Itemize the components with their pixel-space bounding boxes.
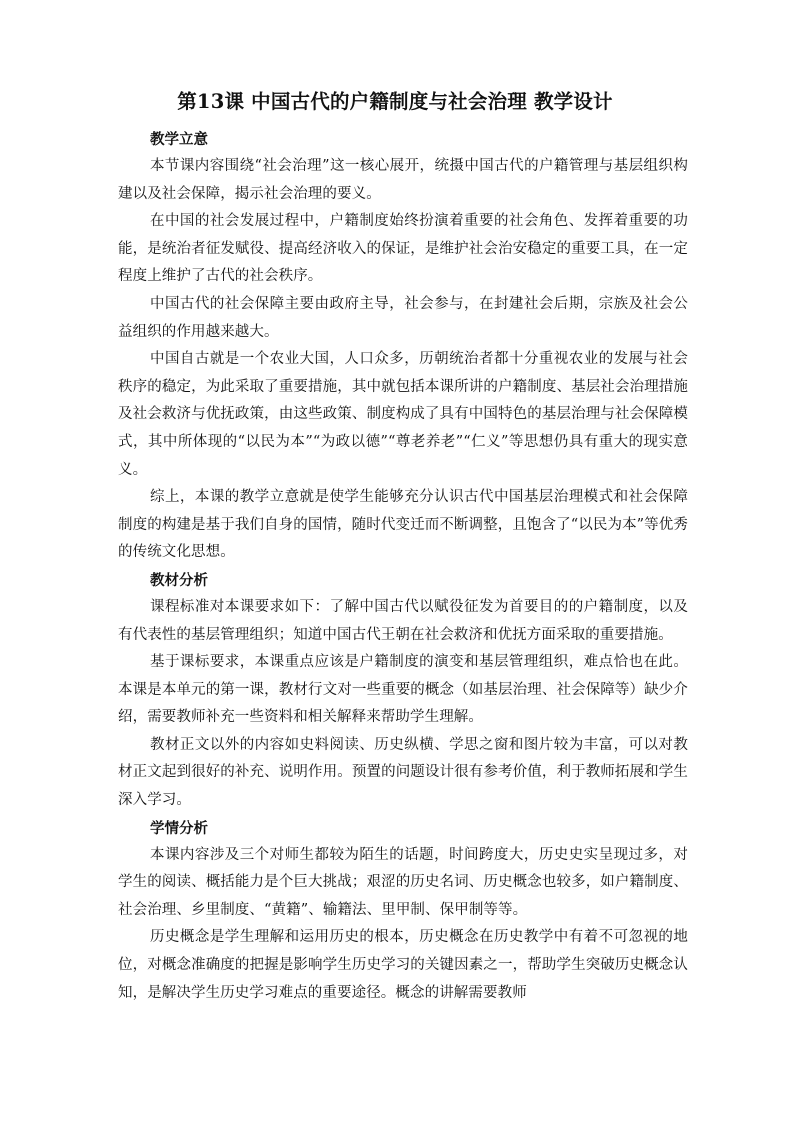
- paragraph: 教材正文以外的内容如史料阅读、历史纵横、学思之窗和图片较为丰富，可以对教材正文起到很好的补充、说明作用。预置的问题设计很有参考价值，利于教师拓展和学生深入学习。: [118, 736, 688, 809]
- section-teaching-intent: [118, 126, 688, 567]
- paragraph: 历史概念是学生理解和运用历史的根本，历史概念在历史教学中有着不可忽视的地位，对概念准确度的把握是影响学生历史学习的关键因素之一，帮助学生突破历史概念认知，是解决学生历史学习难点的重要途径。概念的讲解需要教师: [118, 929, 688, 1001]
- section-heading: 学情分析: [150, 819, 208, 837]
- paragraph: 本节课内容围绕“社会治理”这一核心展开，统摄中国古代的户籍管理与基层组织构建以及社会保障，揭示社会治理的要义。: [118, 158, 688, 202]
- section-textbook-analysis: [118, 567, 688, 815]
- document-title: 第13课 中国古代的户籍制度与社会治理 教学设计: [177, 90, 613, 113]
- paragraph: 综上，本课的教学立意就是使学生能够充分认识古代中国基层治理模式和社会保障制度的构建是基于我们自身的国情，随时代变迁而不断调整，且饱含了“以民为本”等优秀的传统文化思想。: [118, 489, 688, 561]
- section-student-analysis: [118, 815, 688, 1008]
- document-page: [118, 88, 688, 1007]
- paragraph: 中国古代的社会保障主要由政府主导，社会参与，在封建社会后期，宗族及社会公益组织的作用越来越大。: [118, 295, 688, 340]
- paragraph: 中国自古就是一个农业大国，人口众多，历朝统治者都十分重视农业的发展与社会秩序的稳定，为此采取了重要措施，其中就包括本课所讲的户籍制度、基层社会治理措施及社会救济与优抚政策，由这些政策、制度构成了具有中国特色的基层治理与社会保障模式，其中所体现的“以民为本”“为政以德”“尊老养老”“仁义”等思想仍具有重大的现实意义。: [118, 351, 688, 478]
- section-heading: 教学立意: [150, 131, 208, 148]
- paragraph: 在中国的社会发展过程中，户籍制度始终扮演着重要的社会角色、发挥着重要的功能，是统治者征发赋役、提高经济收入的保证，是维护社会治安稳定的重要工具，在一定程度上维护了古代的社会秩序。: [118, 213, 688, 285]
- paragraph: 基于课标要求，本课重点应该是户籍制度的演变和基层管理组织，难点恰也在此。本课是本单元的第一课，教材行文对一些重要的概念（如基层治理、社会保障等）缺少介绍，需要教师补充一些资料和相关解释来帮助学生理解。: [118, 654, 688, 726]
- paragraph: 课程标准对本课要求如下：了解中国古代以赋役征发为首要目的的户籍制度，以及有代表性的基层管理组织；知道中国古代王朝在社会救济和优抚方面采取的重要措施。: [118, 598, 688, 643]
- paragraph: 本课内容涉及三个对师生都较为陌生的话题，时间跨度大，历史史实呈现过多，对学生的阅读、概括能力是个巨大挑战；艰涩的历史名词、历史概念也较多，如户籍制度、社会治理、乡里制度、“黄籍”、输籍法、里甲制、保甲制等等。: [118, 846, 688, 918]
- section-heading: 教材分析: [150, 571, 208, 589]
